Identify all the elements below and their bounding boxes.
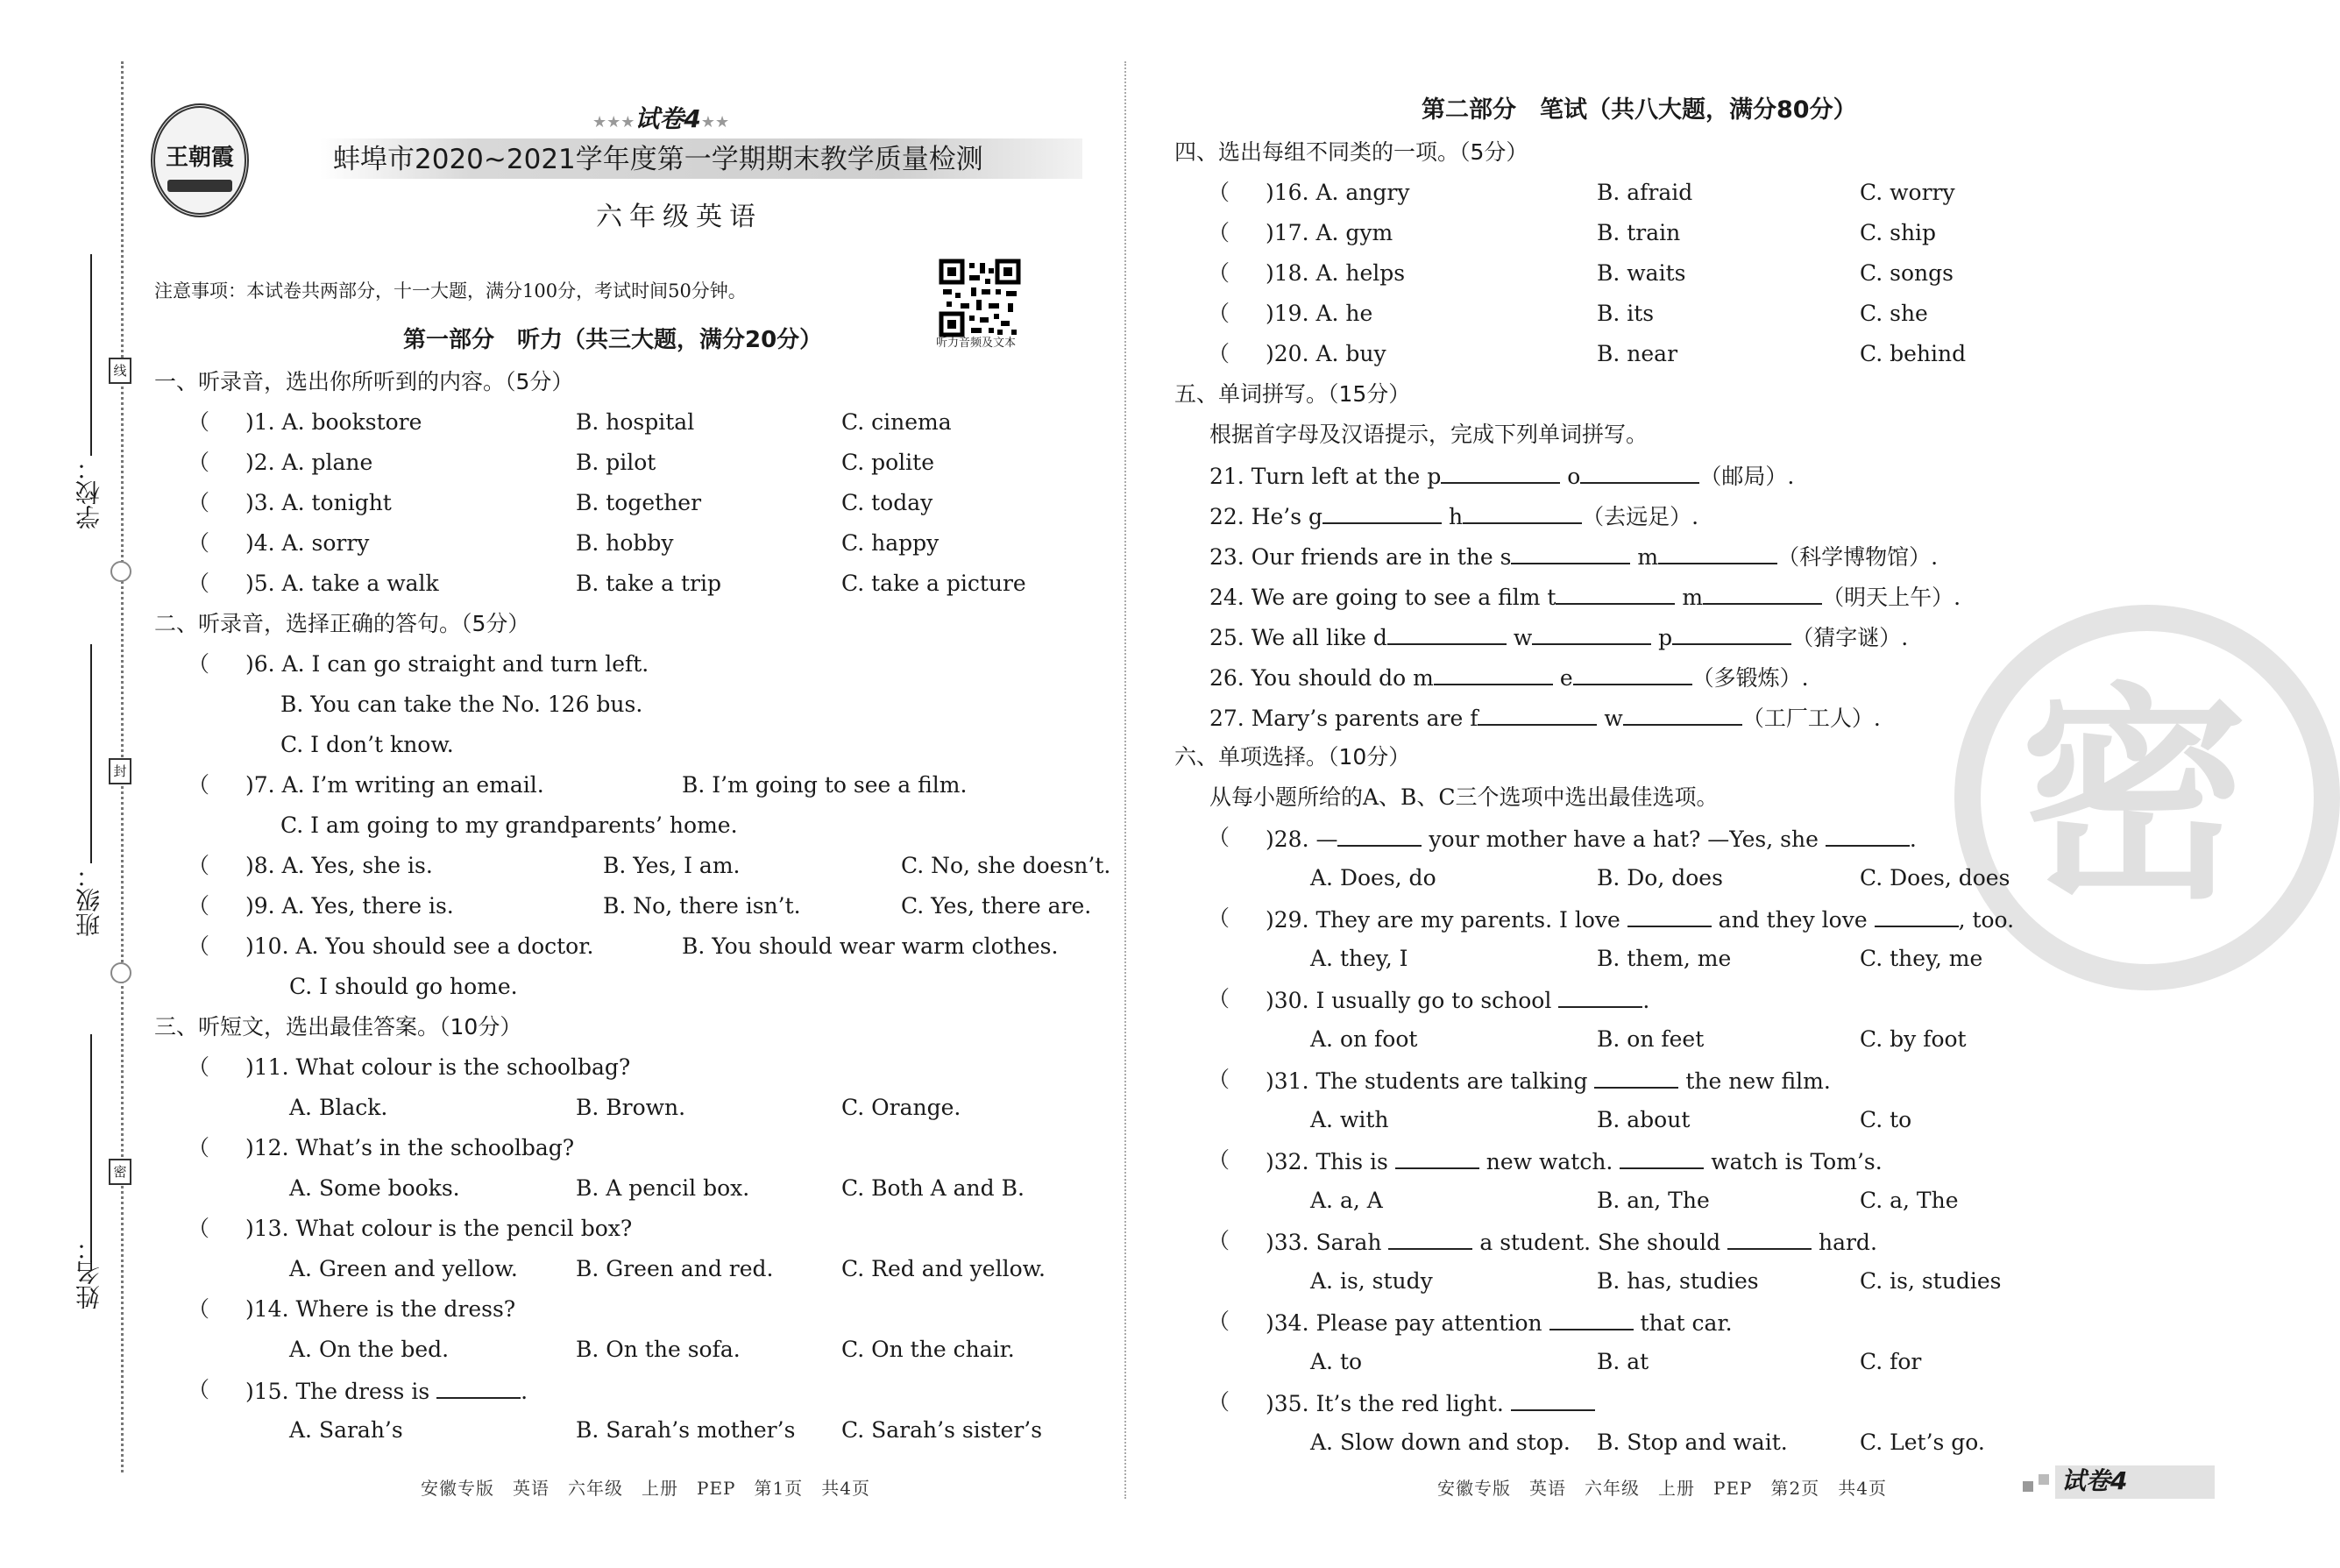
q15-option-b: B. Sarah’s mother’s — [576, 1417, 796, 1443]
q15-question — [245, 1376, 528, 1406]
answer-blank[interactable] — [1594, 1066, 1678, 1089]
answer-paren[interactable]: （ — [1208, 1228, 1230, 1253]
q35-text: )35. It’s the red light. — [1266, 1391, 1511, 1416]
answer-blank[interactable] — [1337, 824, 1422, 847]
q31-text: the new film. — [1678, 1068, 1831, 1094]
q18-option-c: C. songs — [1860, 260, 1954, 286]
answer-paren[interactable]: （ — [1208, 1309, 1230, 1334]
answer-blank[interactable] — [1558, 985, 1642, 1008]
class-label: 班级： — [74, 863, 103, 937]
q24-hint: （明天上午）. — [1822, 585, 1961, 610]
q8-option-c: C. No, she doesn’t. — [901, 853, 1111, 878]
answer-blank[interactable] — [1387, 622, 1507, 645]
answer-blank[interactable] — [1672, 622, 1791, 645]
answer-blank[interactable] — [1658, 542, 1777, 564]
answer-paren[interactable]: （ — [1208, 341, 1230, 366]
section2-title: 二、听录音，选择正确的答句。（5分） — [154, 611, 530, 636]
answer-paren[interactable]: （ — [188, 933, 210, 959]
q32-text: new watch. — [1478, 1149, 1620, 1174]
q31-option-b: B. about — [1597, 1107, 1691, 1132]
answer-paren[interactable]: （ — [188, 571, 210, 596]
q17-option-a: )17. A. gym — [1266, 220, 1393, 245]
q35-option-c: C. Let’s go. — [1860, 1430, 1985, 1455]
answer-paren[interactable]: （ — [1208, 825, 1230, 850]
q29-text: , too. — [1958, 907, 2015, 933]
q9-option-c: C. Yes, there are. — [901, 893, 1092, 919]
q34-option-a: A. to — [1310, 1349, 1363, 1374]
q3-option-a: )3. A. tonight — [245, 490, 392, 515]
answer-paren[interactable]: （ — [1208, 1147, 1230, 1173]
q2-option-c: C. polite — [841, 450, 935, 475]
section4-title: 四、选出每组不同类的一项。（5分） — [1174, 139, 1528, 165]
q26-hint: （多锻炼）. — [1691, 665, 1809, 691]
q21-hint: （邮局）. — [1699, 464, 1795, 489]
answer-blank[interactable] — [1532, 622, 1651, 645]
answer-paren[interactable]: （ — [188, 450, 210, 475]
q20-option-b: B. near — [1597, 341, 1678, 366]
qr-code[interactable] — [940, 259, 1020, 337]
q11-option-b: B. Brown. — [576, 1095, 686, 1120]
q28-question — [1266, 824, 1917, 854]
answer-paren[interactable]: （ — [1208, 986, 1230, 1011]
q34-question — [1266, 1308, 1733, 1337]
answer-blank[interactable] — [1623, 703, 1742, 726]
q22-hint: （去远足）. — [1582, 504, 1699, 529]
logo-ribbon — [167, 180, 232, 192]
section1-title: 一、听录音，选出你所听到的内容。（5分） — [154, 369, 574, 394]
q30-option-b: B. on feet — [1597, 1026, 1705, 1052]
q28-text: )28. — — [1266, 827, 1338, 852]
q35-option-b: B. Stop and wait. — [1597, 1430, 1788, 1455]
q30-question — [1266, 985, 1649, 1015]
q33-text: )33. Sarah — [1266, 1230, 1389, 1255]
q29-option-b: B. them, me — [1597, 946, 1732, 971]
q13-option-c: C. Red and yellow. — [841, 1256, 1046, 1281]
q21 — [1209, 461, 1794, 491]
q24-letter: t — [1547, 585, 1556, 610]
answer-blank[interactable] — [1549, 1308, 1634, 1330]
q21-text: 21. Turn left at the — [1209, 464, 1428, 489]
q33-option-a: A. is, study — [1310, 1268, 1433, 1294]
class-line — [90, 644, 92, 863]
q16-option-a: )16. A. angry — [1266, 180, 1410, 205]
q7-option-a: )7. A. I’m writing an email. — [245, 772, 544, 798]
q34-text: that car. — [1633, 1310, 1733, 1336]
q26-letter: m — [1413, 665, 1434, 691]
answer-blank[interactable] — [1434, 663, 1553, 685]
answer-blank[interactable] — [1511, 1388, 1595, 1411]
q13-option-b: B. Green and red. — [576, 1256, 774, 1281]
q26 — [1209, 663, 1809, 692]
corner-label: 试卷4 — [2061, 1466, 2128, 1495]
q29-text: and they love — [1711, 907, 1875, 933]
q33-text: hard. — [1812, 1230, 1877, 1255]
answer-paren[interactable]: （ — [1208, 220, 1230, 245]
q20-option-a: )20. A. buy — [1266, 341, 1386, 366]
q24-letter: m — [1682, 585, 1704, 610]
q28-text: . — [1909, 827, 1917, 852]
q14-option-b: B. On the sofa. — [576, 1337, 741, 1362]
part2-title: 第二部分 笔试（共八大题，满分80分） — [1422, 96, 1857, 124]
q23-letter: s — [1500, 544, 1512, 570]
q31-text: )31. The students are talking — [1266, 1068, 1595, 1094]
answer-paren[interactable]: （ — [188, 651, 210, 677]
q31-question — [1266, 1066, 1831, 1096]
q15-end: . — [521, 1379, 528, 1404]
section5-desc: 根据首字母及汉语提示，完成下列单词拼写。 — [1209, 422, 1649, 447]
answer-paren[interactable]: （ — [188, 893, 210, 919]
answer-paren[interactable]: （ — [1208, 1389, 1230, 1415]
q19-option-c: C. she — [1860, 301, 1928, 326]
q32-option-a: A. a, A — [1310, 1188, 1383, 1213]
q25-letter: w — [1513, 625, 1533, 650]
q1-option-b: B. hospital — [576, 409, 695, 435]
section6-title: 六、单项选择。（10分） — [1174, 744, 1411, 770]
q14-option-a: A. On the bed. — [289, 1337, 450, 1362]
right-footer: 安徽专版 英语 六年级 上册 PEP 第2页 共4页 — [1437, 1478, 1887, 1499]
q4-option-a: )4. A. sorry — [245, 530, 370, 556]
q27-text: 27. Mary’s parents are — [1209, 706, 1471, 731]
q23-text: 23. Our friends are in the — [1209, 544, 1500, 570]
q29-option-a: A. they, I — [1310, 946, 1408, 971]
q25-letter: d — [1372, 625, 1387, 650]
q12-question: )12. What’s in the schoolbag? — [245, 1135, 575, 1160]
name-label: 姓名： — [74, 1236, 103, 1309]
q29-option-c: C. they, me — [1860, 946, 1983, 971]
q15-option-c: C. Sarah’s sister’s — [841, 1417, 1043, 1443]
q30-option-c: C. by foot — [1860, 1026, 1967, 1052]
q6-option-b: B. You can take the No. 126 bus. — [280, 692, 643, 717]
q10-option-a: )10. A. You should see a doctor. — [245, 933, 594, 959]
answer-paren[interactable]: （ — [1208, 180, 1230, 205]
notice: 注意事项：本试卷共两部分，十一大题，满分100分，考试时间50分钟。 — [154, 280, 747, 302]
q9-option-b: B. No, there isn’t. — [603, 893, 801, 919]
brand-logo — [151, 103, 249, 217]
answer-blank[interactable] — [1727, 1227, 1812, 1250]
answer-paren[interactable]: （ — [188, 1377, 210, 1402]
q19-option-b: B. its — [1597, 301, 1655, 326]
q22-text: 22. He’s — [1209, 504, 1309, 529]
answer-paren[interactable]: （ — [188, 490, 210, 515]
section5-title: 五、单词拼写。（15分） — [1174, 381, 1411, 407]
q5-option-c: C. take a picture — [841, 571, 1026, 596]
q8-option-a: )8. A. Yes, she is. — [245, 853, 433, 878]
answer-paren[interactable]: （ — [1208, 260, 1230, 286]
answer-blank[interactable] — [1875, 905, 1959, 927]
q24 — [1209, 582, 1961, 612]
corner-square-icon — [2039, 1474, 2049, 1485]
q30-text: . — [1642, 988, 1650, 1013]
q16-option-c: C. worry — [1860, 180, 1955, 205]
q32-text: )32. This is — [1266, 1149, 1395, 1174]
q23 — [1209, 542, 1938, 571]
q5-option-a: )5. A. take a walk — [245, 571, 439, 596]
q34-option-c: C. for — [1860, 1349, 1922, 1374]
q1-option-c: C. cinema — [841, 409, 952, 435]
answer-paren[interactable]: （ — [1208, 301, 1230, 326]
q33-option-b: B. has, studies — [1597, 1268, 1759, 1294]
q26-text: 26. You should do — [1209, 665, 1414, 691]
answer-blank[interactable] — [1511, 542, 1630, 564]
answer-paren[interactable]: （ — [188, 1296, 210, 1322]
q33-option-c: C. is, studies — [1860, 1268, 2002, 1294]
q13-option-a: A. Green and yellow. — [289, 1256, 518, 1281]
q4-option-b: B. hobby — [576, 530, 674, 556]
q35-option-a: A. Slow down and stop. — [1310, 1430, 1571, 1455]
seal-box-seal: 封 — [109, 758, 131, 784]
answer-paren[interactable]: （ — [188, 530, 210, 556]
corner-square-icon — [2023, 1481, 2033, 1492]
q25-letter: p — [1658, 625, 1673, 650]
part1-title: 第一部分 听力（共三大题，满分20分） — [403, 327, 823, 353]
q17-option-b: B. train — [1597, 220, 1681, 245]
q26-letter: e — [1559, 665, 1573, 691]
q32-option-c: C. a, The — [1860, 1188, 1959, 1213]
q10-option-c: C. I should go home. — [289, 974, 518, 999]
seal-box-secret: 密 — [109, 1159, 131, 1185]
seal-box-line: 线 — [109, 358, 131, 384]
q6-option-a: )6. A. I can go straight and turn left. — [245, 651, 649, 677]
q32-question — [1266, 1146, 1883, 1176]
q20-option-c: C. behind — [1860, 341, 1967, 366]
stamp-glyph: 密 — [2020, 665, 2248, 930]
exam-label — [592, 105, 729, 137]
q27-hint: （工厂工人）. — [1741, 706, 1881, 731]
q31-option-c: C. to — [1860, 1107, 1912, 1132]
q22-letter: g — [1308, 504, 1323, 529]
q7-option-b: B. I’m going to see a film. — [682, 772, 968, 798]
exam-subtitle: 六年级英语 — [596, 202, 762, 232]
answer-blank[interactable] — [1580, 461, 1699, 484]
answer-blank[interactable] — [1703, 582, 1822, 605]
exam-title: 蚌埠市2020~2021学年度第一学期期末教学质量检测 — [333, 144, 983, 175]
answer-paren[interactable]: （ — [188, 1054, 210, 1080]
answer-blank[interactable] — [1620, 1146, 1704, 1169]
exam-label-text: 试卷4 — [635, 104, 701, 133]
q33-text: a student. She should — [1472, 1230, 1728, 1255]
q14-question: )14. Where is the dress? — [245, 1296, 516, 1322]
q11-option-a: A. Black. — [289, 1095, 388, 1120]
answer-blank[interactable] — [1627, 905, 1712, 927]
left-footer: 安徽专版 英语 六年级 上册 PEP 第1页 共4页 — [421, 1478, 870, 1499]
q16-option-b: B. afraid — [1597, 180, 1693, 205]
answer-paren[interactable]: （ — [188, 409, 210, 435]
q4-option-c: C. happy — [841, 530, 940, 556]
q2-option-b: B. pilot — [576, 450, 656, 475]
q35-question — [1266, 1388, 1595, 1418]
q31-option-a: A. with — [1310, 1107, 1389, 1132]
q22-letter: h — [1449, 504, 1464, 529]
q30-option-a: A. on foot — [1310, 1026, 1418, 1052]
name-line — [90, 1034, 92, 1262]
q9-option-a: )9. A. Yes, there is. — [245, 893, 454, 919]
q22 — [1209, 501, 1698, 531]
q8-option-b: B. Yes, I am. — [603, 853, 741, 878]
q19-option-a: )19. A. he — [1266, 301, 1373, 326]
school-line — [90, 254, 92, 456]
q28-option-a: A. Does, do — [1310, 865, 1436, 890]
q12-option-a: A. Some books. — [289, 1175, 460, 1201]
answer-paren[interactable]: （ — [1208, 1067, 1230, 1092]
q11-question: )11. What colour is the schoolbag? — [245, 1054, 631, 1080]
answer-paren[interactable]: （ — [1208, 905, 1230, 931]
page-fold — [1124, 61, 1126, 1499]
answer-paren[interactable]: （ — [188, 1216, 210, 1241]
q21-letter: p — [1427, 464, 1442, 489]
q5-option-b: B. take a trip — [576, 571, 721, 596]
brand-logo-text: 王朝霞 — [165, 145, 234, 171]
answer-paren[interactable]: （ — [188, 772, 210, 798]
q29-text: )29. They are my parents. I love — [1266, 907, 1627, 933]
school-label: 学校： — [74, 456, 103, 529]
section6-desc: 从每小题所给的A、B、C三个选项中选出最佳选项。 — [1209, 784, 1719, 810]
q11-option-c: C. Orange. — [841, 1095, 961, 1120]
q1-option-a: )1. A. bookstore — [245, 409, 422, 435]
answer-blank[interactable] — [1556, 582, 1675, 605]
star-icon: ★★★ — [592, 113, 635, 131]
q14-option-c: C. On the chair. — [841, 1337, 1015, 1362]
answer-blank[interactable] — [1826, 824, 1910, 847]
q3-option-b: B. together — [576, 490, 702, 515]
q27-letter: f — [1470, 706, 1478, 731]
q23-hint: （科学博物馆）. — [1777, 544, 1939, 570]
q32-text: watch is Tom’s. — [1704, 1149, 1883, 1174]
q18-option-a: )18. A. helps — [1266, 260, 1406, 286]
q15-text: )15. The dress is — [245, 1379, 430, 1404]
q15-option-a: A. Sarah’s — [289, 1417, 403, 1443]
q25 — [1209, 622, 1908, 652]
q29-question — [1266, 905, 2014, 934]
q30-text: )30. I usually go to school — [1266, 988, 1559, 1013]
q25-hint: （猜字谜）. — [1791, 625, 1909, 650]
q28-option-b: B. Do, does — [1597, 865, 1723, 890]
q23-letter: m — [1637, 544, 1659, 570]
binding-hole-icon — [110, 561, 131, 582]
q12-option-b: B. A pencil box. — [576, 1175, 750, 1201]
q25-text: 25. We all like — [1209, 625, 1373, 650]
qr-caption: 听力音频及文本 — [936, 337, 1017, 350]
q27 — [1209, 703, 1881, 733]
answer-blank[interactable] — [436, 1376, 521, 1399]
binding-hole-icon — [110, 962, 131, 983]
q12-option-c: C. Both A and B. — [841, 1175, 1025, 1201]
q21-letter: o — [1567, 464, 1581, 489]
q10-option-b: B. You should wear warm clothes. — [682, 933, 1059, 959]
q34-text: )34. Please pay attention — [1266, 1310, 1549, 1336]
q6-option-c: C. I don’t know. — [280, 732, 454, 757]
answer-blank[interactable] — [1441, 461, 1560, 484]
star-icon: ★★ — [700, 113, 730, 131]
q33-question — [1266, 1227, 1877, 1257]
answer-paren[interactable]: （ — [188, 1135, 210, 1160]
q2-option-a: )2. A. plane — [245, 450, 373, 475]
answer-blank[interactable] — [1388, 1227, 1472, 1250]
answer-blank[interactable] — [1322, 501, 1442, 524]
q28-text: your mother have a hat? —Yes, she — [1422, 827, 1826, 852]
q18-option-b: B. waits — [1597, 260, 1686, 286]
section3-title: 三、听短文，选出最佳答案。（10分） — [154, 1014, 522, 1039]
q32-option-b: B. an, The — [1597, 1188, 1710, 1213]
answer-blank[interactable] — [1478, 703, 1597, 726]
answer-blank[interactable] — [1395, 1146, 1479, 1169]
q34-option-b: B. at — [1597, 1349, 1649, 1374]
q28-option-c: C. Does, does — [1860, 865, 2010, 890]
q24-text: 24. We are going to see a film — [1209, 585, 1548, 610]
q17-option-c: C. ship — [1860, 220, 1937, 245]
q7-option-c: C. I am going to my grandparents’ home. — [280, 812, 738, 838]
answer-paren[interactable]: （ — [188, 853, 210, 878]
q13-question: )13. What colour is the pencil box? — [245, 1216, 633, 1241]
answer-blank[interactable] — [1463, 501, 1582, 524]
answer-blank[interactable] — [1573, 663, 1692, 685]
q27-letter: w — [1604, 706, 1623, 731]
q3-option-c: C. today — [841, 490, 933, 515]
